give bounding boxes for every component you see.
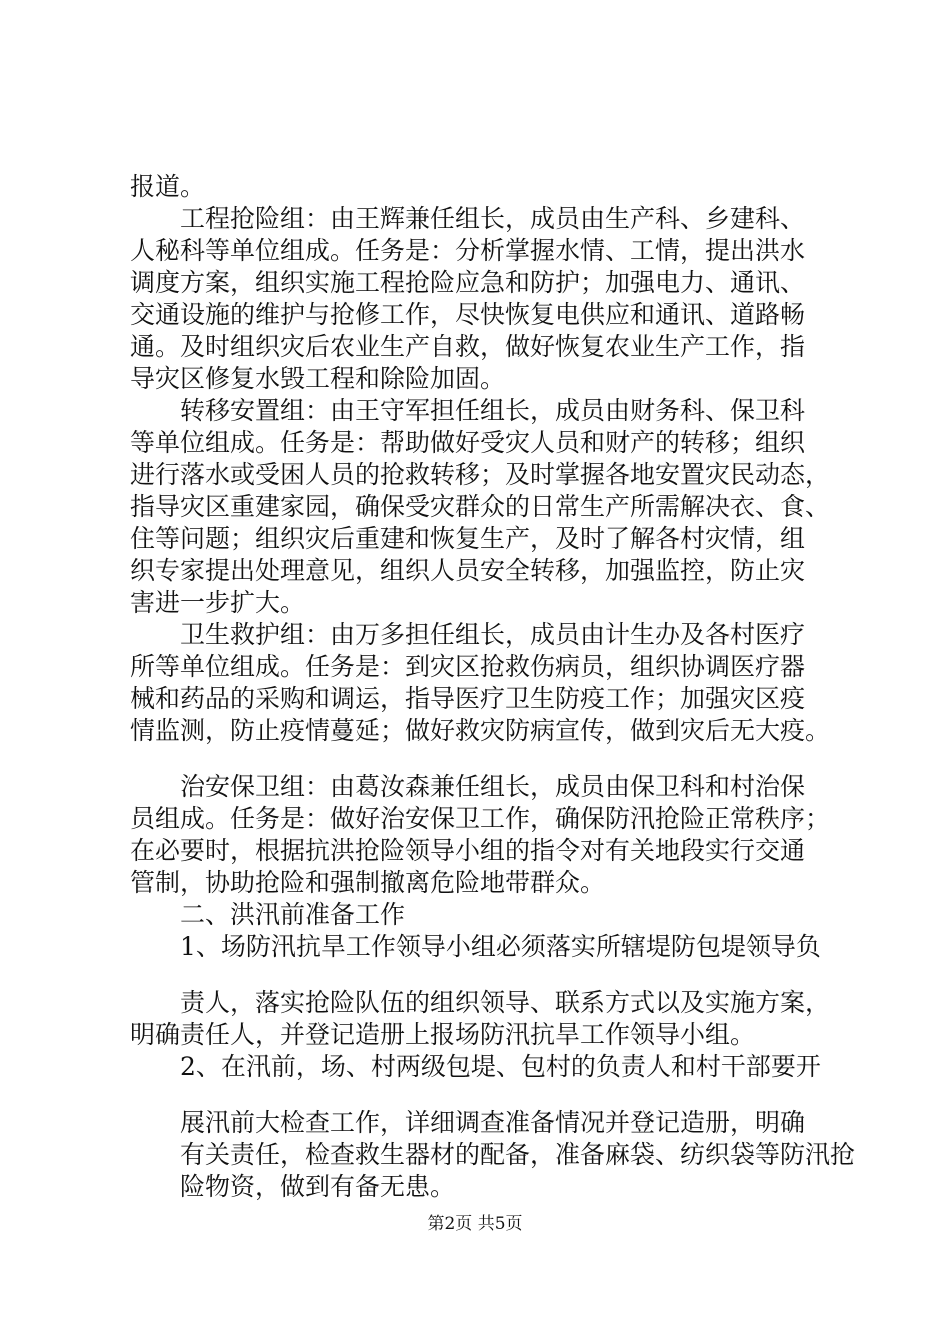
section-heading: 二、洪汛前准备工作: [180, 900, 406, 929]
text-line-30: 险物资，做到有备无患。: [180, 1172, 456, 1201]
text-line-16: 所等单位组成。任务是：到灾区抢救伤病员，组织协调医疗器: [130, 652, 806, 681]
text-line-8: 转移安置组：由王守军担任组长，成员由财务科、保卫科: [180, 396, 806, 425]
page-number-footer: 第2页 共5页: [427, 1214, 523, 1234]
text-line-17: 械和药品的采购和调运，指导医疗卫生防疫工作；加强灾区疫: [130, 684, 806, 713]
text-line-29: 有关责任，检查救生器材的配备，准备麻袋、纺织袋等防汛抢: [180, 1140, 856, 1169]
text-line-3: 人秘科等单位组成。任务是：分析掌握水情、工情，提出洪水: [130, 236, 806, 265]
text-line-28: 展汛前大检查工作，详细调查准备情况并登记造册，明确: [180, 1108, 806, 1137]
text-line-10: 进行落水或受困人员的抢救转移；及时掌握各地安置灾民动态，: [130, 460, 831, 489]
text-line-4: 调度方案，组织实施工程抢险应急和防护；加强电力、通讯、: [130, 268, 806, 297]
text-line-25: 责人，落实抢险队伍的组织领导、联系方式以及实施方案，: [180, 988, 831, 1017]
text-line-21: 在必要时，根据抗洪抢险领导小组的指令对有关地段实行交通: [130, 836, 806, 865]
text-line-6: 通。及时组织灾后农业生产自救，做好恢复农业生产工作，指: [130, 332, 806, 361]
text-line-2: 工程抢险组：由王辉兼任组长，成员由生产科、乡建科、: [180, 204, 806, 233]
text-line-18: 情监测，防止疫情蔓延；做好救灾防病宣传，做到灾后无大疫。: [130, 716, 831, 745]
text-line-7: 导灾区修复水毁工程和除险加固。: [130, 364, 506, 393]
text-line-1: 报道。: [130, 172, 206, 201]
text-line-15: 卫生救护组：由万多担任组长，成员由计生办及各村医疗: [180, 620, 806, 649]
text-line-19: 治安保卫组：由葛汝森兼任组长，成员由保卫科和村治保: [180, 772, 806, 801]
text-line-5: 交通设施的维护与抢修工作，尽快恢复电供应和通讯、道路畅: [130, 300, 806, 329]
text-line-9: 等单位组成。任务是：帮助做好受灾人员和财产的转移；组织: [130, 428, 806, 457]
text-line-11: 指导灾区重建家园，确保受灾群众的日常生产所需解决衣、食、: [130, 492, 831, 521]
text-line-14: 害进一步扩大。: [130, 588, 306, 617]
text-line-12: 住等问题；组织灾后重建和恢复生产，及时了解各村灾情，组: [130, 524, 806, 553]
text-line-26: 明确责任人，并登记造册上报场防汛抗旱工作领导小组。: [130, 1020, 756, 1049]
text-line-24: 1、场防汛抗旱工作领导小组必须落实所辖堤防包堤领导负: [180, 932, 821, 961]
text-line-22: 管制，协助抢险和强制撤离危险地带群众。: [130, 868, 606, 897]
text-line-27: 2、在汛前，场、村两级包堤、包村的负责人和村干部要开: [180, 1052, 821, 1081]
text-line-20: 员组成。任务是：做好治安保卫工作，确保防汛抢险正常秩序；: [130, 804, 831, 833]
text-line-13: 织专家提出处理意见，组织人员安全转移，加强监控，防止灾: [130, 556, 806, 585]
